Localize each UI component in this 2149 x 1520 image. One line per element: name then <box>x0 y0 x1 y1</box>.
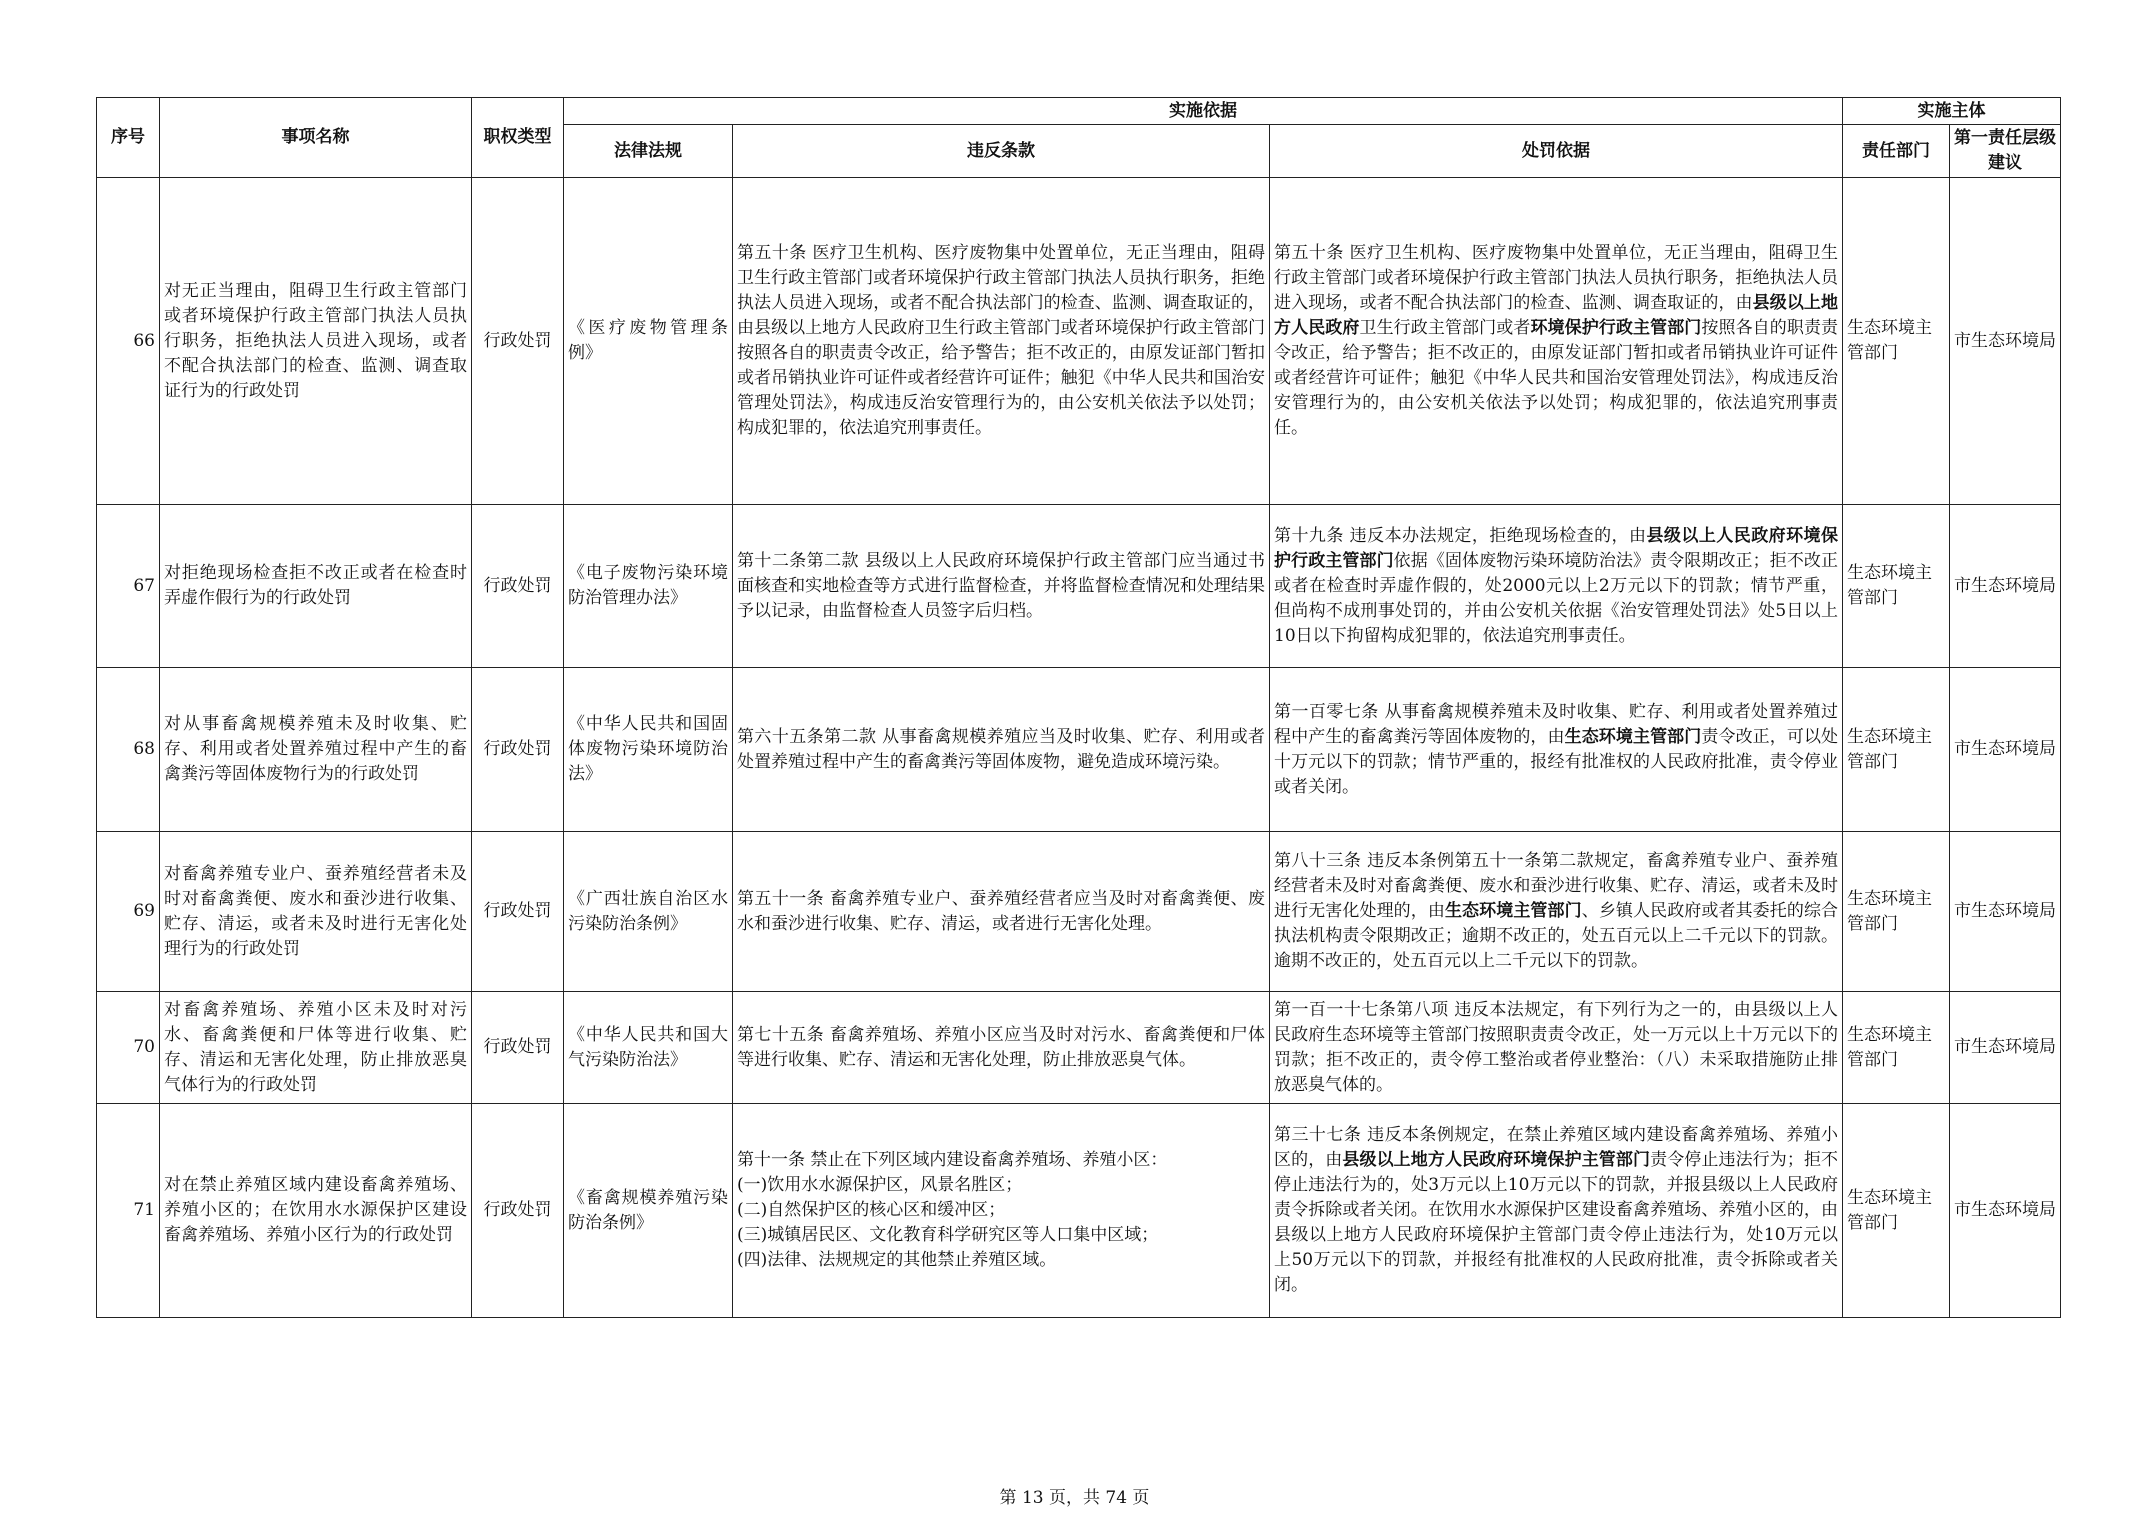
penalty-text-bold: 县级以上地方人民政府 <box>1274 293 1839 338</box>
row-level: 市生态环境局 <box>1950 992 2061 1104</box>
row-dept: 生态环境主管部门 <box>1843 832 1950 992</box>
penalty-text: 第三十七条 违反本条例规定，在禁止养殖区域内建设畜禽养殖场、养殖小区的，由 <box>1274 1125 1839 1170</box>
row-name-text: 对畜禽养殖场、养殖小区未及时对污水、畜禽粪便和尸体等进行收集、贮存、清运和无害化处理，防止排放恶臭气体行为的行政处罚 <box>164 999 467 1095</box>
row-law: 《中华人民共和国固体废物污染环境防治法》 <box>564 668 733 832</box>
row-name: 对畜禽养殖专业户、蚕养殖经营者未及时对畜禽粪便、废水和蚕沙进行收集、贮存、清运，或者未及时进行无害化处理行为的行政处罚 <box>160 832 472 992</box>
row-name <box>160 992 472 1104</box>
header-violation: 违反条款 <box>733 125 1270 178</box>
violation-line: (二)自然保护区的核心区和缓冲区； <box>737 1200 1006 1220</box>
row-violation <box>733 1104 1270 1318</box>
table-row <box>97 832 2061 992</box>
row-dept: 生态环境主管部门 <box>1843 992 1950 1104</box>
row-dept: 生态环境主管部门 <box>1843 178 1950 505</box>
table-row <box>97 178 2061 505</box>
row-dept: 生态环境主管部门 <box>1843 668 1950 832</box>
row-law: 《广西壮族自治区水污染防治条例》 <box>564 832 733 992</box>
row-type: 行政处罚 <box>472 1104 564 1318</box>
row-penalty <box>1270 992 1843 1104</box>
penalty-text: 第十九条 违反本办法规定，拒绝现场检查的，由 <box>1274 525 1647 546</box>
penalty-text-bold: 环境保护行政主管部门 <box>1530 318 1702 338</box>
penalty-items-table <box>96 97 2061 1318</box>
row-seq: 66 <box>97 178 160 505</box>
row-seq: 69 <box>97 832 160 992</box>
row-penalty <box>1270 832 1843 992</box>
row-penalty <box>1270 668 1843 832</box>
violation-line: (三)城镇居民区、文化教育科学研究区等人口集中区域； <box>737 1225 1159 1245</box>
row-type: 行政处罚 <box>472 668 564 832</box>
penalty-text: 卫生行政主管部门或者 <box>1359 318 1531 338</box>
violation-line: (一)饮用水水源保护区，风景名胜区； <box>737 1175 1023 1195</box>
row-violation: 第五十一条 畜禽养殖专业户、蚕养殖经营者应当及时对畜禽粪便、废水和蚕沙进行收集、贮存、清运，或者进行无害化处理。 <box>733 832 1270 992</box>
row-penalty <box>1270 505 1843 668</box>
row-law: 《电子废物污染环境防治管理办法》 <box>564 505 733 668</box>
table-row <box>97 668 2061 832</box>
row-penalty <box>1270 1104 1843 1318</box>
header-name: 事项名称 <box>160 98 472 178</box>
row-level: 市生态环境局 <box>1950 505 2061 668</box>
row-dept: 生态环境主管部门 <box>1843 505 1950 668</box>
row-seq: 71 <box>97 1104 160 1318</box>
penalty-text: 第一百零七条 从事畜禽规模养殖未及时收集、贮存、利用或者处置养殖过程中产生的畜禽粪污等固体废物的，由 <box>1274 701 1839 747</box>
penalty-text-bold: 生态环境主管部门 <box>1564 726 1702 747</box>
violation-line: 第十一条 禁止在下列区域内建设畜禽养殖场、养殖小区： <box>737 1150 1168 1170</box>
row-level: 市生态环境局 <box>1950 1104 2061 1318</box>
header-seq: 序号 <box>97 98 160 178</box>
table-row <box>97 992 2061 1104</box>
penalty-text-bold: 生态环境主管部门 <box>1444 901 1582 921</box>
row-dept: 生态环境主管部门 <box>1843 1104 1950 1318</box>
row-violation: 第五十条 医疗卫生机构、医疗废物集中处置单位，无正当理由，阻碍卫生行政主管部门或者环境保护行政主管部门执法人员执行职务，拒绝执法人员进入现场，或者不配合执法部门的检查、监测、调查取证的，由县级以上地方人民政府卫生行政主管部门或者环境保护行政主管部门按照各自的职责责令改正，给予警告；拒不改正的，由原发证部门暂扣或者吊销执业许可证件或者经营许可证件；触犯《中华人民共和国治安管理处罚法》，构成违反治安管理行为的，由公安机关依法予以处罚；构成犯罪的，依法追究刑事责任。 <box>733 178 1270 505</box>
row-type: 行政处罚 <box>472 992 564 1104</box>
violation-line: (四)法律、法规规定的其他禁止养殖区域。 <box>737 1250 1057 1270</box>
header-penalty: 处罚依据 <box>1270 125 1843 178</box>
row-law: 《畜禽规模养殖污染防治条例》 <box>564 1104 733 1318</box>
header-type: 职权类型 <box>472 98 564 178</box>
row-seq: 68 <box>97 668 160 832</box>
row-level: 市生态环境局 <box>1950 668 2061 832</box>
row-law: 《医疗废物管理条例》 <box>564 178 733 505</box>
penalty-text-bold: 县级以上人民政府环境保护行政主管部门 <box>1274 525 1839 571</box>
header-subject-group: 实施主体 <box>1843 98 2061 125</box>
row-seq: 67 <box>97 505 160 668</box>
header-law: 法律法规 <box>564 125 733 178</box>
row-name: 对在禁止养殖区域内建设畜禽养殖场、养殖小区的；在饮用水水源保护区建设畜禽养殖场、养殖小区行为的行政处罚 <box>160 1104 472 1318</box>
header-level: 第一责任层级建议 <box>1950 125 2061 178</box>
penalty-text: 、乡镇人民政府或者其委托的综合执法机构责令限期改正；逾期不改正的，处五百元以上二千元以下的罚款。逾期不改正的，处五百元以上二千元以下的罚款。 <box>1274 901 1839 971</box>
penalty-text: 第八十三条 违反本条例第五十一条第二款规定，畜禽养殖专业户、蚕养殖经营者未及时对畜禽粪便、废水和蚕沙进行收集、贮存、清运，或者未及时进行无害化处理的，由 <box>1274 851 1839 921</box>
row-name: 对从事畜禽规模养殖未及时收集、贮存、利用或者处置养殖过程中产生的畜禽粪污等固体废物行为的行政处罚 <box>160 668 472 832</box>
table-row <box>97 1104 2061 1318</box>
penalty-text: 第一百一十七条第八项 违反本法规定，有下列行为之一的，由县级以上人民政府生态环境等主管部门按照职责责令改正，处一万元以上十万元以下的罚款；拒不改正的，责令停工整治或者停业整治：（八）未采取措施防止排放恶臭气体的。 <box>1274 999 1839 1095</box>
page-footer: 第 13 页，共 74 页 <box>999 1488 1150 1508</box>
row-level: 市生态环境局 <box>1950 178 2061 505</box>
penalty-text: 责令停止违法行为；拒不停止违法行为的，处3万元以上10万元以下的罚款，并报县级以上人民政府责令拆除或者关闭。在饮用水水源保护区建设畜禽养殖场、养殖小区的，由县级以上地方人民政府环境保护主管部门责令停止违法行为，处10万元以上50万元以下的罚款，并报经有批准权的人民政府批准，责令拆除或者关闭。 <box>1274 1150 1839 1295</box>
penalty-text: 责令改正，可以处十万元以下的罚款；情节严重的，报经有批准权的人民政府批准，责令停业或者关闭。 <box>1274 726 1839 797</box>
row-type: 行政处罚 <box>472 832 564 992</box>
row-violation: 第七十五条 畜禽养殖场、养殖小区应当及时对污水、畜禽粪便和尸体等进行收集、贮存、清运和无害化处理，防止排放恶臭气体。 <box>733 992 1270 1104</box>
row-name: 对无正当理由，阻碍卫生行政主管部门或者环境保护行政主管部门执法人员执行职务，拒绝执法人员进入现场，或者不配合执法部门的检查、监测、调查取证行为的行政处罚 <box>160 178 472 505</box>
penalty-text: 第五十条 医疗卫生机构、医疗废物集中处置单位，无正当理由，阻碍卫生行政主管部门或者环境保护行政主管部门执法人员执行职务，拒绝执法人员进入现场，或者不配合执法部门的检查、监测、调查取证的，由 <box>1274 243 1839 313</box>
row-violation: 第十二条第二款 县级以上人民政府环境保护行政主管部门应当通过书面核查和实地检查等方式进行监督检查，并将监督检查情况和处理结果予以记录，由监督检查人员签字后归档。 <box>733 505 1270 668</box>
header-basis-group: 实施依据 <box>564 98 1843 125</box>
header-dept: 责任部门 <box>1843 125 1950 178</box>
penalty-text: 按照各自的职责责令改正，给予警告；拒不改正的，由原发证部门暂扣或者吊销执业许可证件或者经营许可证件；触犯《中华人民共和国治安管理处罚法》，构成违反治安管理行为的，由公安机关依法予以处罚；构成犯罪的，依法追究刑事责任。 <box>1274 318 1839 438</box>
row-law: 《中华人民共和国大气污染防治法》 <box>564 992 733 1104</box>
table-row <box>97 505 2061 668</box>
row-type: 行政处罚 <box>472 178 564 505</box>
row-penalty <box>1270 178 1843 505</box>
penalty-text-bold: 县级以上地方人民政府环境保护主管部门 <box>1342 1150 1651 1170</box>
row-level: 市生态环境局 <box>1950 832 2061 992</box>
row-type: 行政处罚 <box>472 505 564 668</box>
row-name: 对拒绝现场检查拒不改正或者在检查时弄虚作假行为的行政处罚 <box>160 505 472 668</box>
table-header <box>97 98 2061 178</box>
row-violation: 第六十五条第二款 从事畜禽规模养殖应当及时收集、贮存、利用或者处置养殖过程中产生的畜禽粪污等固体废物，避免造成环境污染。 <box>733 668 1270 832</box>
penalty-text: 依据《固体废物污染环境防治法》责令限期改正；拒不改正或者在检查时弄虚作假的，处2000元以上2万元以下的罚款；情节严重，但尚构不成刑事处罚的，并由公安机关依据《治安管理处罚法》处5日以上10日以下拘留构成犯罪的，依法追究刑事责任。 <box>1274 550 1839 646</box>
row-seq: 70 <box>97 992 160 1104</box>
